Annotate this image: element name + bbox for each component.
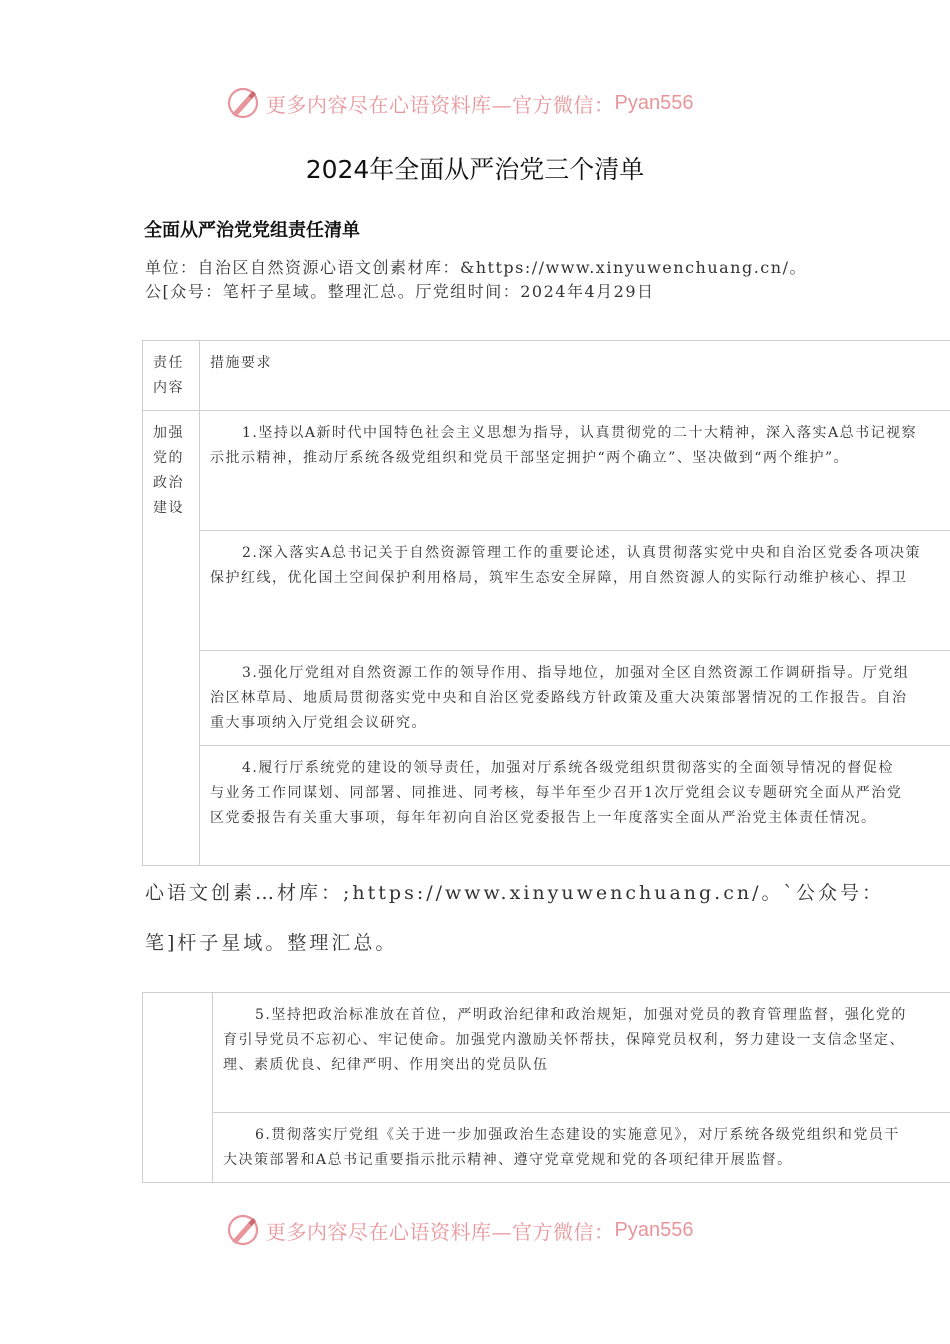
measure-cell — [200, 531, 950, 651]
meta-line-unit: 单位：自治区自然资源心语文创素材库：&https://www.xinyuwenchuang.cn/。 — [145, 258, 807, 277]
category-line: 建设 — [153, 500, 184, 516]
table-row — [143, 993, 950, 1113]
category-line: 加强 — [153, 425, 184, 441]
table-header-row — [143, 341, 950, 411]
banner-wechat-handle: Pyan556 — [614, 1218, 694, 1241]
measure-line: 理、素质优良、纪律严明、作用突出的党员队伍 — [223, 1057, 549, 1073]
measure-line: 2.深入落实A总书记关于自然资源管理工作的重要论述，认真贯彻落实党中央和自治区党委各项决策 — [242, 545, 921, 561]
measure-line: 重大事项纳入厅党组会议研究。 — [210, 715, 427, 731]
measure-line: 示批示精神，推动厅系统各级党组织和党员干部坚定拥护“两个确立”、坚决做到“两个维护”。 — [210, 450, 850, 466]
measure-line: 6.贯彻落实厅党组《关于进一步加强政治生态建设的实施意见》，对厅系统各级党组织和党员干 — [255, 1127, 900, 1143]
document-title: 2024年全面从严治党三个清单 — [305, 155, 645, 184]
category-line: 政治 — [153, 475, 184, 491]
watermark-line: 心语文创素…材库：;https://www.xinyuwenchuang.cn/。`公众号： — [145, 882, 885, 904]
measure-line: 1.坚持以A新时代中国特色社会主义思想为指导，认真贯彻党的二十大精神，深入落实A总书记视察 — [242, 425, 918, 441]
category-line: 党的 — [153, 450, 184, 466]
header-line: 责任 — [153, 355, 184, 371]
measure-line: 区党委报告有关重大事项，每年年初向自治区党委报告上一年度落实全面从严治党主体责任情况。 — [210, 810, 877, 826]
banner-text: 更多内容尽在心语资料库—官方微信： — [266, 92, 615, 117]
measure-cell — [213, 993, 950, 1113]
measure-line: 治区林草局、地质局贯彻落实党中央和自治区党委路线方针政策及重大决策部署情况的工作报告。自治 — [210, 690, 908, 706]
table-row — [143, 651, 950, 746]
banner-text: 更多内容尽在心语资料库—官方微信： — [266, 1219, 615, 1244]
top-banner — [226, 83, 693, 123]
pen-logo-icon — [226, 86, 260, 120]
responsibility-table — [142, 340, 950, 866]
header-line: 内容 — [153, 380, 184, 396]
measure-line: 4.履行厅系统党的建设的领导责任，加强对厅系统各级党组织贯彻落实的全面领导情况的督促检 — [242, 760, 894, 776]
measure-line: 与业务工作同谋划、同部署、同推进、同考核，每半年至少召开1次厅党组会议专题研究全面从严治党 — [210, 785, 903, 801]
measure-cell — [200, 411, 950, 531]
measure-line: 育引导党员不忘初心、牢记使命。加强党内激励关怀帮扶，保障党员权利，努力建设一支信念坚定、 — [223, 1032, 905, 1048]
measure-line: 保护红线，优化国土空间保护利用格局，筑牢生态安全屏障，用自然资源人的实际行动维护核心、捍卫 — [210, 570, 908, 586]
banner-wechat-handle: Pyan556 — [614, 91, 694, 114]
table-row — [143, 411, 950, 531]
meta-line-time: 公[众号：笔杆子星域。整理汇总。厅党组时间：2024年4月29日 — [145, 282, 655, 301]
section-title: 全面从严治党党组责任清单 — [144, 220, 360, 241]
measure-cell — [200, 746, 950, 866]
pen-logo-icon — [226, 1213, 260, 1247]
header-measures: 措施要求 — [200, 341, 950, 411]
table-row — [143, 746, 950, 866]
header-responsibility — [143, 341, 200, 411]
measure-line: 5.坚持把政治标准放在首位，严明政治纪律和政治规矩，加强对党员的教育管理监督，强化党的 — [255, 1007, 907, 1023]
table-row — [143, 531, 950, 651]
category-cell — [143, 993, 213, 1183]
measure-line: 3.强化厅党组对自然资源工作的领导作用、指导地位，加强对全区自然资源工作调研指导。厅党组 — [242, 665, 910, 681]
watermark-line: 笔]杆子星域。整理汇总。 — [145, 932, 398, 954]
measure-cell — [213, 1113, 950, 1183]
bottom-banner — [226, 1210, 693, 1250]
measure-line: 大决策部署和A总书记重要指示批示精神、遵守党章党规和党的各项纪律开展监督。 — [223, 1152, 793, 1168]
measure-cell — [200, 651, 950, 746]
responsibility-table-continued — [142, 992, 950, 1183]
category-cell — [143, 411, 200, 866]
table-row — [143, 1113, 950, 1183]
